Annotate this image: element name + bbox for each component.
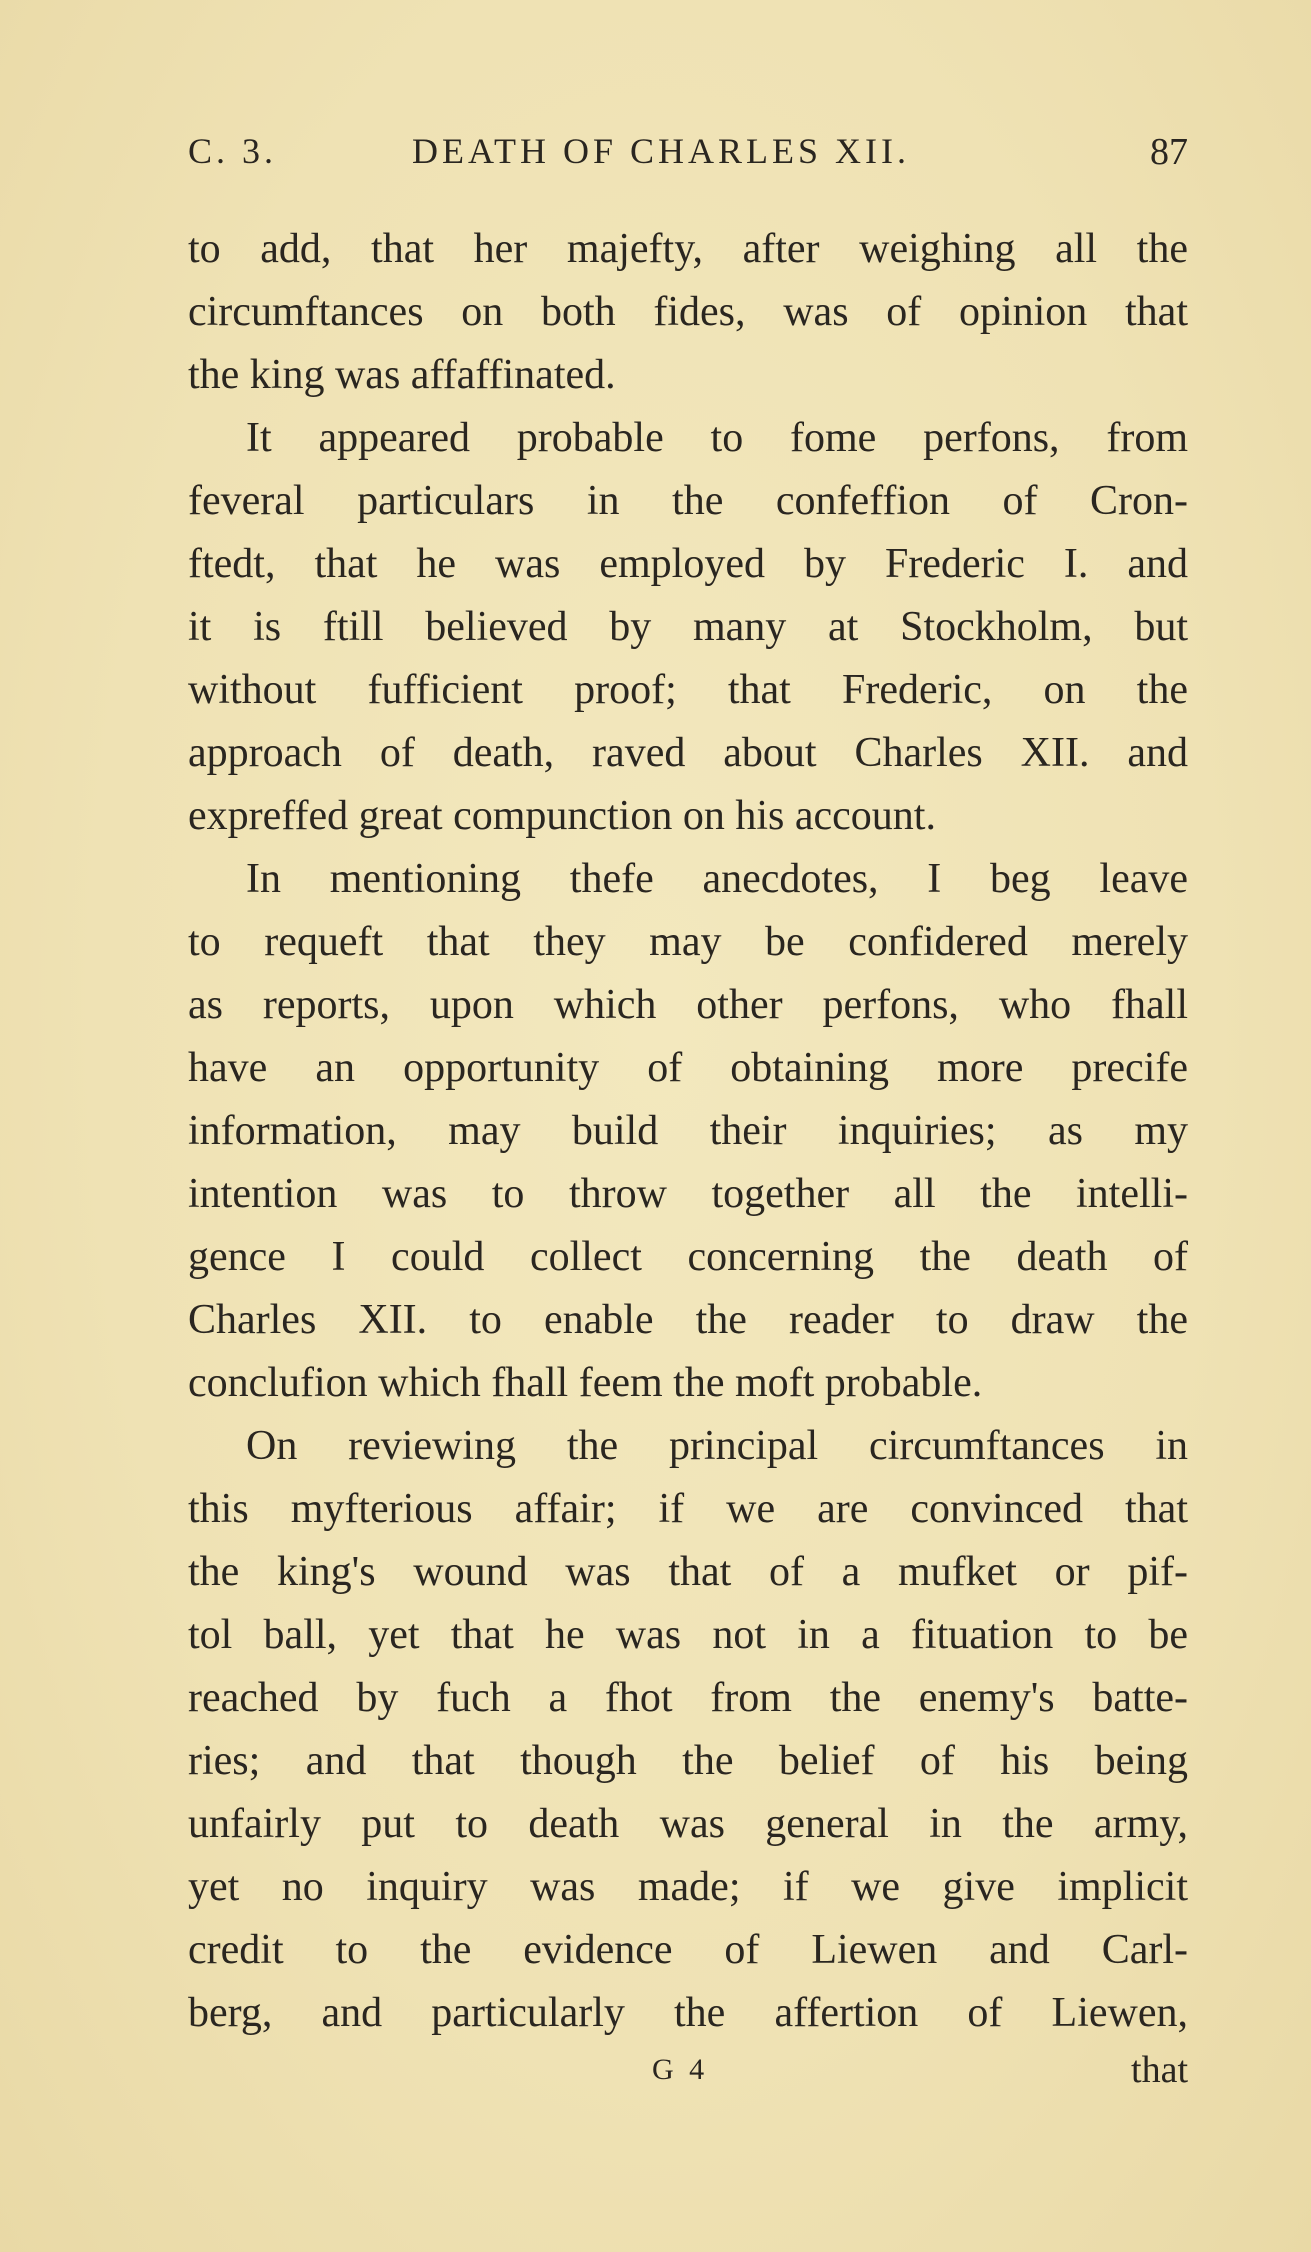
text-line: conclufion which fhall feem the moft probable.: [188, 1360, 983, 1406]
text-line: tol ball, yet that he was not in a fituation to be: [188, 1612, 1188, 1658]
text-line: gence I could collect concerning the death of: [188, 1234, 1188, 1280]
text-line: On reviewing the principal circumftances in: [246, 1423, 1188, 1469]
text-line: as reports, upon which other perfons, who fhall: [188, 982, 1188, 1028]
catchword: that: [1131, 2049, 1188, 2091]
text-line: In mentioning thefe anecdotes, I beg leave: [246, 856, 1188, 902]
text-line: to add, that her majefty, after weighing all the: [188, 226, 1188, 272]
text-line: ries; and that though the belief of his being: [188, 1738, 1188, 1784]
text-line: approach of death, raved about Charles XII. and: [188, 730, 1188, 776]
text-line: the king's wound was that of a mufket or pif-: [188, 1549, 1188, 1595]
text-line: this myfterious affair; if we are convinced that: [188, 1486, 1188, 1532]
text-line: information, may build their inquiries; as my: [188, 1108, 1188, 1154]
text-line: expreffed great compunction on his account.: [188, 793, 936, 839]
text-line: reached by fuch a fhot from the enemy's batte-: [188, 1675, 1188, 1721]
running-title: DEATH OF CHARLES XII.: [412, 131, 910, 171]
running-header: [188, 130, 1188, 190]
text-line: to requeft that they may be confidered merely: [188, 919, 1188, 965]
text-line: yet no inquiry was made; if we give implicit: [188, 1864, 1188, 1910]
text-line: without fufficient proof; that Frederic, on the: [188, 667, 1188, 713]
text-line: berg, and particularly the affertion of Liewen,: [188, 1990, 1188, 2036]
text-line: have an opportunity of obtaining more precife: [188, 1045, 1188, 1091]
text-line: circumftances on both fides, was of opinion that: [188, 289, 1188, 335]
text-line: intention was to throw together all the intelli-: [188, 1171, 1188, 1217]
signature-mark: G 4: [652, 2053, 709, 2086]
text-line: ftedt, that he was employed by Frederic I. and: [188, 541, 1188, 587]
chapter-marker: C. 3.: [188, 131, 278, 171]
page-number: 87: [1150, 131, 1188, 173]
text-line: credit to the evidence of Liewen and Carl-: [188, 1927, 1188, 1973]
text-line: feveral particulars in the confeffion of Cron-: [188, 478, 1188, 524]
text-line: the king was affaffinated.: [188, 352, 616, 398]
body-text: [188, 218, 1188, 2045]
text-line: Charles XII. to enable the reader to draw the: [188, 1297, 1188, 1343]
text-line: unfairly put to death was general in the army,: [188, 1801, 1188, 1847]
page-footer: [188, 2040, 1188, 2100]
text-line: It appeared probable to fome perfons, from: [246, 415, 1188, 461]
text-line: it is ftill believed by many at Stockholm, but: [188, 604, 1188, 650]
